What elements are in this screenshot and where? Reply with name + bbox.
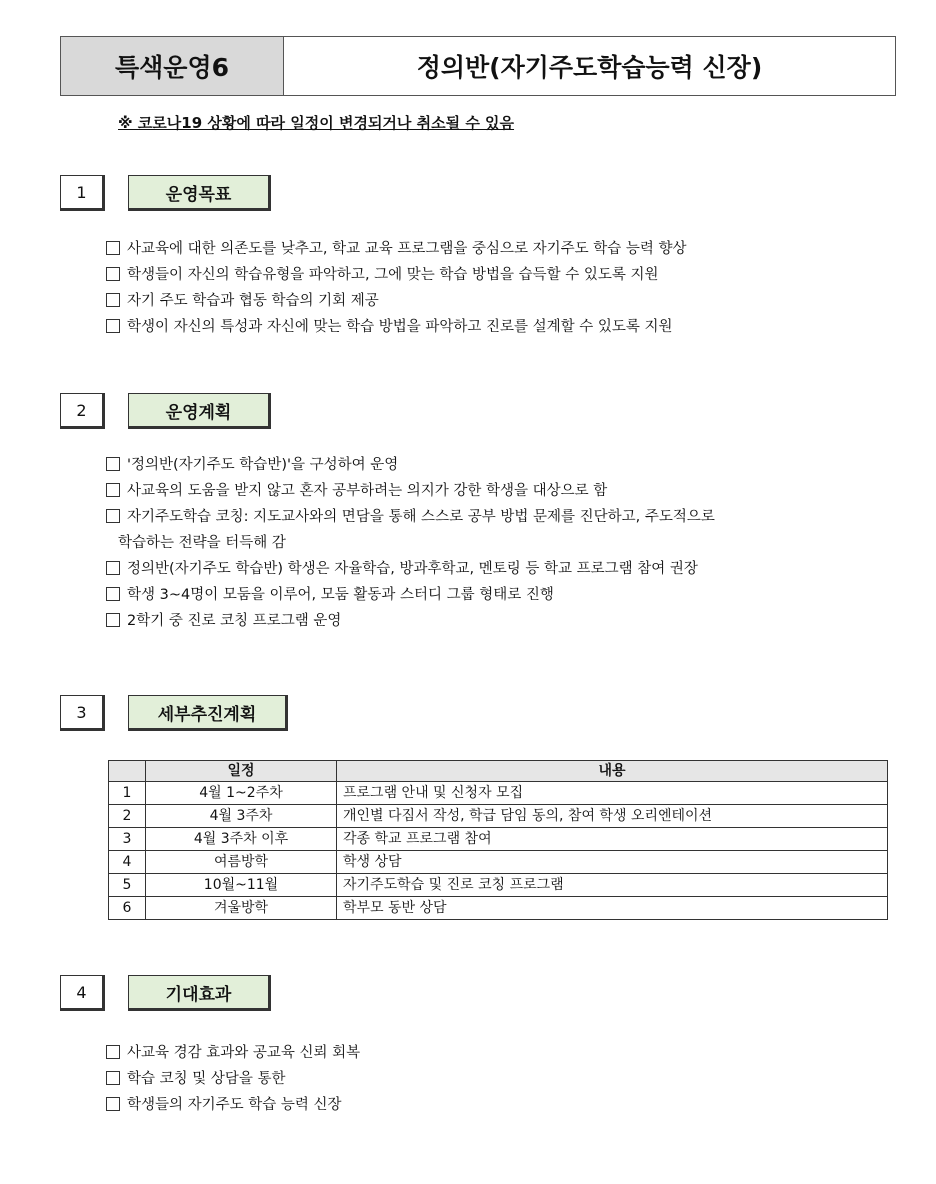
list-item: '정의반(자기주도 학습반)'을 구성하여 운영 (106, 452, 715, 478)
checkbox-icon (106, 267, 120, 281)
covid-notice: ※ 코로나19 상황에 따라 일정이 변경되거나 취소될 수 있음 (118, 114, 515, 132)
row-date: 4월 3주차 이후 (146, 828, 337, 851)
row-content: 학부모 동반 상담 (337, 897, 888, 920)
row-no: 2 (109, 805, 146, 828)
table-header-row (109, 761, 888, 782)
checkbox-icon (106, 613, 120, 627)
checkbox-icon (106, 319, 120, 333)
checkbox-icon (106, 1097, 120, 1111)
section-1-title: 운영목표 (128, 175, 271, 211)
program-title: 정의반(자기주도학습능력 신장) (416, 53, 763, 82)
header-date: 일정 (146, 761, 337, 782)
table-row (109, 828, 888, 851)
section-4-title: 기대효과 (128, 975, 271, 1011)
section-2-title: 운영계획 (128, 393, 271, 429)
row-date: 겨울방학 (146, 897, 337, 920)
section-3-number: 3 (60, 695, 105, 731)
list-item-continuation: 학습하는 전략을 터득해 감 (118, 535, 286, 551)
list-item: 2학기 중 진로 코칭 프로그램 운영 (106, 608, 715, 634)
header-content: 내용 (337, 761, 888, 782)
row-no: 3 (109, 828, 146, 851)
checkbox-icon (106, 483, 120, 497)
list-item: 자기 주도 학습과 협동 학습의 기회 제공 (106, 288, 687, 314)
list-item: 사교육에 대한 의존도를 낮추고, 학교 교육 프로그램을 중심으로 자기주도 학습 능력 향상 (106, 236, 687, 262)
section-2-number: 2 (60, 393, 105, 429)
schedule-table (108, 760, 888, 920)
checkbox-icon (106, 1071, 120, 1085)
row-date: 10월~11월 (146, 874, 337, 897)
row-content: 자기주도학습 및 진로 코칭 프로그램 (337, 874, 888, 897)
checkbox-icon (106, 293, 120, 307)
checkbox-icon (106, 1045, 120, 1059)
section-4-list (106, 1040, 360, 1118)
checkbox-icon (106, 241, 120, 255)
section-4-number: 4 (60, 975, 105, 1011)
row-content: 각종 학교 프로그램 참여 (337, 828, 888, 851)
list-item: 정의반(자기주도 학습반) 학생은 자율학습, 방과후학교, 멘토링 등 학교 프로그램 참여 권장 (106, 556, 715, 582)
title-box (60, 36, 896, 96)
checkbox-icon (106, 457, 120, 471)
table-row (109, 782, 888, 805)
row-no: 4 (109, 851, 146, 874)
row-no: 6 (109, 897, 146, 920)
list-item: 학습 코칭 및 상담을 통한 (106, 1066, 360, 1092)
table-row (109, 874, 888, 897)
list-item: 자기주도학습 코칭: 지도교사와의 면담을 통해 스스로 공부 방법 문제를 진단하고, 주도적으로 학습하는 전략을 터득해 감 (106, 504, 715, 556)
list-item: 학생 3~4명이 모둠을 이루어, 모둠 활동과 스터디 그룹 형태로 진행 (106, 582, 715, 608)
section-1-number: 1 (60, 175, 105, 211)
list-item: 사교육 경감 효과와 공교육 신뢰 회복 (106, 1040, 360, 1066)
checkbox-icon (106, 587, 120, 601)
row-date: 4월 1~2주차 (146, 782, 337, 805)
program-label: 특색운영6 (61, 37, 284, 95)
checkbox-icon (106, 561, 120, 575)
section-2-list (106, 452, 715, 634)
checkbox-icon (106, 509, 120, 523)
header-no (109, 761, 146, 782)
row-content: 학생 상담 (337, 851, 888, 874)
row-content: 프로그램 안내 및 신청자 모집 (337, 782, 888, 805)
row-date: 4월 3주차 (146, 805, 337, 828)
list-item: 사교육의 도움을 받지 않고 혼자 공부하려는 의지가 강한 학생을 대상으로 함 (106, 478, 715, 504)
row-no: 5 (109, 874, 146, 897)
row-content: 개인별 다짐서 작성, 학급 담임 동의, 참여 학생 오리엔테이션 (337, 805, 888, 828)
section-1-list (106, 236, 687, 340)
table-row (109, 851, 888, 874)
table-row (109, 805, 888, 828)
list-item: 학생들이 자신의 학습유형을 파악하고, 그에 맞는 학습 방법을 습득할 수 있도록 지원 (106, 262, 687, 288)
row-no: 1 (109, 782, 146, 805)
section-3-title: 세부추진계획 (128, 695, 288, 731)
table-row (109, 897, 888, 920)
list-item: 학생들의 자기주도 학습 능력 신장 (106, 1092, 360, 1118)
row-date: 여름방학 (146, 851, 337, 874)
list-item: 학생이 자신의 특성과 자신에 맞는 학습 방법을 파악하고 진로를 설계할 수 있도록 지원 (106, 314, 687, 340)
